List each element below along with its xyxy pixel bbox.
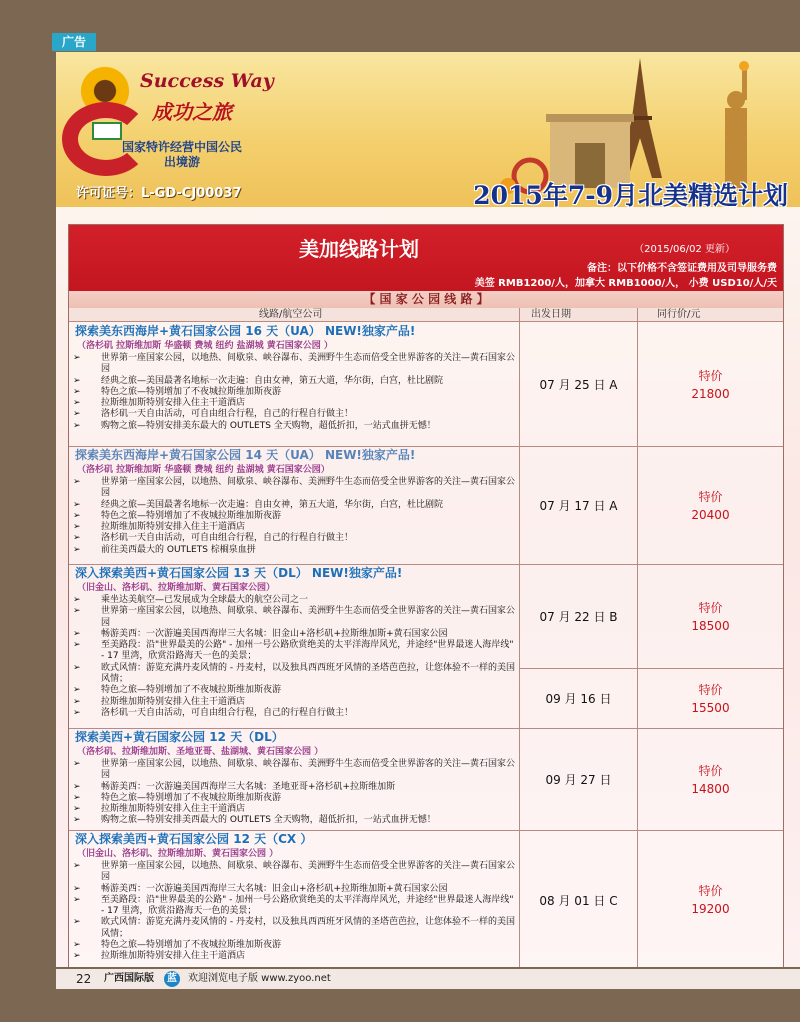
arrow-bullet-icon: ➢ <box>73 917 81 928</box>
col-date-header: 出发日期 <box>531 309 571 320</box>
license-number: 许可证号：L-GD-CJ00037 <box>76 186 242 201</box>
arrow-bullet-icon: ➢ <box>73 499 81 510</box>
licensed-text <box>92 140 272 170</box>
price-value: 15500 <box>691 700 730 715</box>
arrow-bullet-icon: ➢ <box>73 477 81 487</box>
arrow-bullet-icon: ➢ <box>73 781 81 792</box>
arrow-bullet-icon: ➢ <box>73 353 81 363</box>
price-cell <box>638 323 783 447</box>
list-item: ➢ 世界第一座国家公园，以地热、间歇泉、峡谷瀑布、美洲野牛生态而倍受全世界游客的关注—黄石国家公园 <box>73 477 516 499</box>
publication-name: 广西国际版 <box>104 973 154 984</box>
ad-tag: 广告 <box>52 33 96 51</box>
website-link[interactable]: 欢迎浏览电子版 www.zyoo.net <box>188 973 331 984</box>
arrow-bullet-icon: ➢ <box>73 386 81 397</box>
price-label: 特价 <box>698 489 723 504</box>
arrow-bullet-icon: ➢ <box>73 685 81 696</box>
list-item: ➢ 欧式风情：游览充满丹麦风情的 - 丹麦村，以及独具西西班牙风情的圣塔芭芭拉，让您体验不一样的美国风情； <box>73 662 515 685</box>
table-header <box>69 225 783 291</box>
route-cities: （洛杉矶、拉斯维加斯、圣地亚哥、盐湖城、黄石国家公园 ） <box>77 747 324 757</box>
list-item: ➢ 经典之旅—美国最著名地标一次走遍：自由女神，第五大道，华尔街，白宫，杜比剧院 <box>73 375 444 386</box>
route-title: 探索美西+黄石国家公园 12 天（DL） <box>75 730 284 744</box>
list-item: ➢ 特色之旅—特别增加了不夜城拉斯维加斯夜游 <box>73 685 282 696</box>
departure-date: 07 月 22 日 B <box>520 565 637 669</box>
section-heading: 【 国 家 公 园 线 路 】 <box>69 291 783 308</box>
arrow-bullet-icon: ➢ <box>73 707 81 718</box>
route-title: 深入探索美西+黄石国家公园 12 天（CX ） <box>75 832 313 846</box>
logo-mark-icon <box>92 122 122 140</box>
update-date: （2015/06/02 更新） <box>634 244 735 255</box>
banner <box>56 52 800 207</box>
price-value: 14800 <box>691 781 730 796</box>
list-item: ➢ 前往美西最大的 OUTLETS 棕榈泉血拼 <box>73 544 256 555</box>
arrow-bullet-icon: ➢ <box>73 544 81 555</box>
list-item: ➢ 拉斯维加斯特别安排入住主干道酒店 <box>73 696 246 707</box>
arrow-bullet-icon: ➢ <box>73 595 81 605</box>
licensed-line-1: 国家特许经营中国公民 <box>121 140 242 154</box>
departure-date: 08 月 01 日 C <box>539 893 618 908</box>
brand-name-cn: 成功之旅 <box>152 100 232 124</box>
price-value: 20400 <box>691 507 730 522</box>
arrow-bullet-icon: ➢ <box>73 951 81 962</box>
price-label: 特价 <box>698 763 723 778</box>
arrow-bullet-icon: ➢ <box>73 628 81 639</box>
col-route-header: 线路/航空公司 <box>259 309 323 320</box>
arrow-bullet-icon: ➢ <box>73 861 81 871</box>
list-item: ➢ 畅游美西：一次游遍美国西海岸三大名城：旧金山+洛杉矶+拉斯维加斯+黄石国家公园 <box>73 628 448 639</box>
price-note: 备注：以下价格不含签证费用及司导服务费 <box>587 263 777 274</box>
arrow-bullet-icon: ➢ <box>73 398 81 409</box>
arrow-bullet-icon: ➢ <box>73 883 81 894</box>
arrow-bullet-icon: ➢ <box>73 409 81 420</box>
list-item: ➢ 特色之旅—特别增加了不夜城拉斯维加斯夜游 <box>73 386 282 397</box>
arrow-bullet-icon: ➢ <box>73 522 81 533</box>
list-item: ➢ 洛杉矶一天自由活动，可自由组合行程，自己的行程自行做主！ <box>73 409 354 420</box>
list-item: ➢ 经典之旅—美国最著名地标一次走遍：自由女神，第五大道，华尔街，白宫，杜比剧院 <box>73 499 444 510</box>
arrow-bullet-icon: ➢ <box>73 815 81 826</box>
list-item: ➢ 拉斯维加斯特别安排入住主干道酒店 <box>73 951 246 962</box>
lan-badge-icon: 蓝 <box>164 971 180 987</box>
list-item: ➢ 至美路段：沿"世界最美的公路" - 加州一号公路欣赏绝美的太平洋海岸风光，并途经"世界最迷人海岸线" - 17 里湾，欣赏沿路海天一色的美景； <box>73 640 514 662</box>
table-title: 美加线路计划 <box>299 237 419 261</box>
list-item: ➢ 购物之旅—特别安排美西最大的 OUTLETS 全天购物，超低折扣，一站式血拼无憾！ <box>73 815 436 826</box>
route-cities: （旧金山、洛杉矶、拉斯维加斯、黄石国家公园 ） <box>77 849 279 859</box>
list-item: ➢ 购物之旅—特别安排美东最大的 OUTLETS 全天购物，超低折扣，一站式血拼无憾！ <box>73 420 436 431</box>
route-block <box>69 565 519 729</box>
price-cell <box>638 447 783 565</box>
footer-bar <box>56 969 800 989</box>
list-item: ➢ 拉斯维加斯特别安排入住主干道酒店 <box>73 398 246 409</box>
arrow-bullet-icon: ➢ <box>73 510 81 521</box>
list-item: ➢ 畅游美西：一次游遍美国西海岸三大名城：圣地亚哥+洛杉矶+拉斯维加斯 <box>73 781 396 792</box>
list-item: ➢ 拉斯维加斯特别安排入住主干道酒店 <box>73 522 246 533</box>
route-title: 探索美东西海岸+黄石国家公园 14 天（UA） NEW!独家产品! <box>75 448 416 462</box>
price-cell <box>638 729 783 831</box>
page-number: 22 <box>76 972 92 986</box>
route-title: 探索美东西海岸+黄石国家公园 16 天（UA） NEW!独家产品! <box>75 324 416 338</box>
page-footer <box>0 967 800 1022</box>
route-items <box>69 595 519 719</box>
route-cities: （洛杉矶 拉斯维加斯 华盛顿 费城 纽约 盐湖城 黄石国家公园 ） <box>77 341 333 351</box>
list-item: ➢ 洛杉矶一天自由活动，可自由组合行程，自己的行程自行做主！ <box>73 707 354 718</box>
list-item: ➢ 世界第一座国家公园，以地热、间歇泉、峡谷瀑布、美洲野牛生态而倍受全世界游客的关注—黄石国家公园 <box>73 606 516 628</box>
price-value: 18500 <box>691 618 730 633</box>
arrow-bullet-icon: ➢ <box>73 420 81 431</box>
statue-of-liberty-icon <box>725 61 749 188</box>
list-item: ➢ 畅游美西：一次游遍美国西海岸三大名城：旧金山+洛杉矶+拉斯维加斯+黄石国家公园 <box>73 883 448 894</box>
content-area <box>56 207 800 967</box>
visa-fees: 美签 RMB1200/人，加拿大 RMB1000/人， 小费 USD10/人/天 <box>474 278 777 289</box>
arrow-bullet-icon: ➢ <box>73 606 81 617</box>
price-label: 特价 <box>698 884 723 898</box>
plan-title: 2015年7-9月北美精选计划 <box>473 181 788 207</box>
departure-date: 09 月 27 日 <box>520 729 637 831</box>
route-items <box>69 759 519 827</box>
price-label: 特价 <box>698 368 723 383</box>
route-block <box>69 447 519 565</box>
arrow-bullet-icon: ➢ <box>73 894 81 905</box>
price-label: 特价 <box>698 600 723 615</box>
list-item: ➢ 特色之旅—特别增加了不夜城拉斯维加斯夜游 <box>73 792 282 803</box>
price-label: 特价 <box>698 682 723 697</box>
list-item: ➢ 特色之旅—特别增加了不夜城拉斯维加斯夜游 <box>73 940 282 951</box>
route-cities: （洛杉矶 拉斯维加斯 华盛顿 费城 纽约 盐湖城 黄石国家公园） <box>77 465 330 475</box>
arrow-bullet-icon: ➢ <box>73 696 81 707</box>
price-value: 19200 <box>691 902 730 916</box>
route-block <box>69 831 519 969</box>
route-items <box>69 477 519 556</box>
list-item: ➢ 乘坐达美航空—已发展成为全球最大的航空公司之一 <box>73 595 309 605</box>
arrow-bullet-icon: ➢ <box>73 759 81 769</box>
route-items <box>69 861 519 963</box>
column-headers <box>69 308 783 322</box>
route-items <box>69 353 519 432</box>
departure-date: 09 月 16 日 <box>520 669 637 729</box>
route-block <box>69 729 519 831</box>
list-item: ➢ 洛杉矶一天自由活动，可自由组合行程，自己的行程自行做主！ <box>73 533 354 544</box>
departure-date: 07 月 25 日 A <box>520 323 637 447</box>
arrow-bullet-icon: ➢ <box>73 533 81 544</box>
route-block <box>69 323 519 447</box>
arrow-bullet-icon: ➢ <box>73 792 81 803</box>
route-title: 深入探索美西+黄石国家公园 13 天（DL） NEW!独家产品! <box>75 566 403 580</box>
col-price-header: 同行价/元 <box>657 309 701 320</box>
price-value: 21800 <box>691 386 730 401</box>
arrow-bullet-icon: ➢ <box>73 662 81 673</box>
departure-date: 07 月 17 日 A <box>520 447 637 565</box>
list-item: ➢ 拉斯维加斯特别安排入住主干道酒店 <box>73 804 246 815</box>
list-item: ➢ 世界第一座国家公园，以地热、间歇泉、峡谷瀑布、美洲野牛生态而倍受全世界游客的关注—黄石国家公园 <box>73 353 516 375</box>
price-cell <box>638 669 783 729</box>
route-table <box>68 224 784 969</box>
price-cell <box>638 831 783 969</box>
arrow-bullet-icon: ➢ <box>73 940 81 951</box>
arrow-bullet-icon: ➢ <box>73 640 81 651</box>
list-item: ➢ 欧式风情：游览充满丹麦风情的 - 丹麦村，以及独具西西班牙风情的圣塔芭芭拉，让您体验不一样的美国风情； <box>73 917 515 939</box>
price-cell <box>638 565 783 669</box>
list-item: ➢ 特色之旅—特别增加了不夜城拉斯维加斯夜游 <box>73 510 282 521</box>
route-cities: （旧金山、洛杉矶、拉斯维加斯、黄石国家公园） <box>77 583 276 593</box>
list-item: ➢ 至美路段：沿"世界最美的公路" - 加州一号公路欣赏绝美的太平洋海岸风光，并途经"世界最迷人海岸线" - 17 里湾，欣赏沿路海天一色的美景； <box>73 894 514 917</box>
arrow-bullet-icon: ➢ <box>73 375 81 386</box>
list-item: ➢ 世界第一座国家公园，以地热、间歇泉、峡谷瀑布、美洲野牛生态而倍受全世界游客的关注—黄石国家公园 <box>73 861 516 883</box>
licensed-line-2: 出境游 <box>163 155 200 169</box>
list-item: ➢ 世界第一座国家公园，以地热、间歇泉、峡谷瀑布、美洲野牛生态而倍受全世界游客的关注—黄石国家公园 <box>73 759 516 781</box>
brand-name-en: Success Way <box>140 70 274 92</box>
arrow-bullet-icon: ➢ <box>73 804 81 815</box>
